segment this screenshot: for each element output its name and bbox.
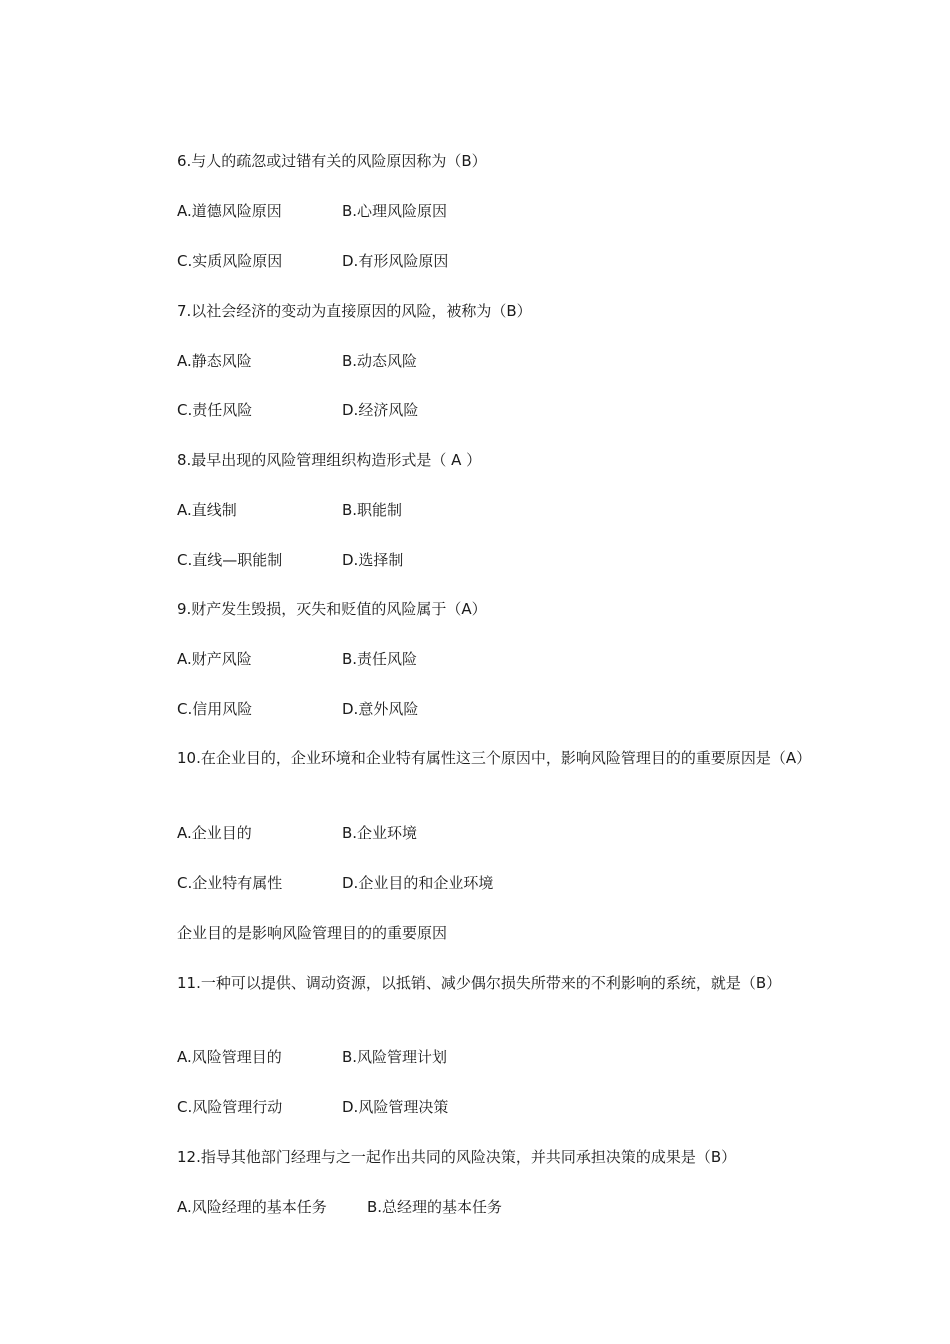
option-a: A.财产风险 bbox=[177, 650, 252, 668]
question-stem: 11.一种可以提供、调动资源，以抵销、减少偶尔损失所带来的不利影响的系统，就是（B） bbox=[177, 974, 782, 992]
option-d: D.意外风险 bbox=[342, 700, 419, 718]
option-a: A.企业目的 bbox=[177, 824, 252, 842]
answer-note: 企业目的是影响风险管理目的的重要原因 bbox=[177, 924, 448, 942]
question-stem: 12.指导其他部门经理与之一起作出共同的风险决策，并共同承担决策的成果是（B） bbox=[177, 1148, 737, 1166]
question-stem: 9.财产发生毁损，灭失和贬值的风险属于（A） bbox=[177, 600, 487, 618]
option-d: D.风险管理决策 bbox=[342, 1098, 449, 1116]
option-d: D.有形风险原因 bbox=[342, 252, 449, 270]
option-d: D.经济风险 bbox=[342, 401, 419, 419]
option-c: C.企业特有属性 bbox=[177, 874, 283, 892]
option-a: A.风险经理的基本任务 bbox=[177, 1198, 327, 1216]
option-b: B.心理风险原因 bbox=[342, 202, 448, 220]
option-a: A.道德风险原因 bbox=[177, 202, 282, 220]
question-stem: 8.最早出现的风险管理组织构造形式是（ A ） bbox=[177, 451, 482, 469]
option-c: C.直线—职能制 bbox=[177, 551, 283, 569]
option-d: D.企业目的和企业环境 bbox=[342, 874, 494, 892]
option-b: B.责任风险 bbox=[342, 650, 418, 668]
question-stem: 10.在企业目的，企业环境和企业特有属性这三个原因中，影响风险管理目的的重要原因是（A） bbox=[177, 749, 812, 767]
option-a: A.风险管理目的 bbox=[177, 1048, 282, 1066]
option-a: A.直线制 bbox=[177, 501, 237, 519]
option-b: B.风险管理计划 bbox=[342, 1048, 448, 1066]
option-c: C.实质风险原因 bbox=[177, 252, 283, 270]
option-c: C.风险管理行动 bbox=[177, 1098, 283, 1116]
option-c: C.责任风险 bbox=[177, 401, 253, 419]
question-stem: 6.与人的疏忽或过错有关的风险原因称为（B） bbox=[177, 152, 487, 170]
option-c: C.信用风险 bbox=[177, 700, 253, 718]
question-stem: 7.以社会经济的变动为直接原因的风险，被称为（B） bbox=[177, 302, 532, 320]
option-b: B.总经理的基本任务 bbox=[367, 1198, 503, 1216]
option-b: B.动态风险 bbox=[342, 352, 418, 370]
option-b: B.职能制 bbox=[342, 501, 403, 519]
option-a: A.静态风险 bbox=[177, 352, 252, 370]
option-d: D.选择制 bbox=[342, 551, 404, 569]
option-b: B.企业环境 bbox=[342, 824, 418, 842]
